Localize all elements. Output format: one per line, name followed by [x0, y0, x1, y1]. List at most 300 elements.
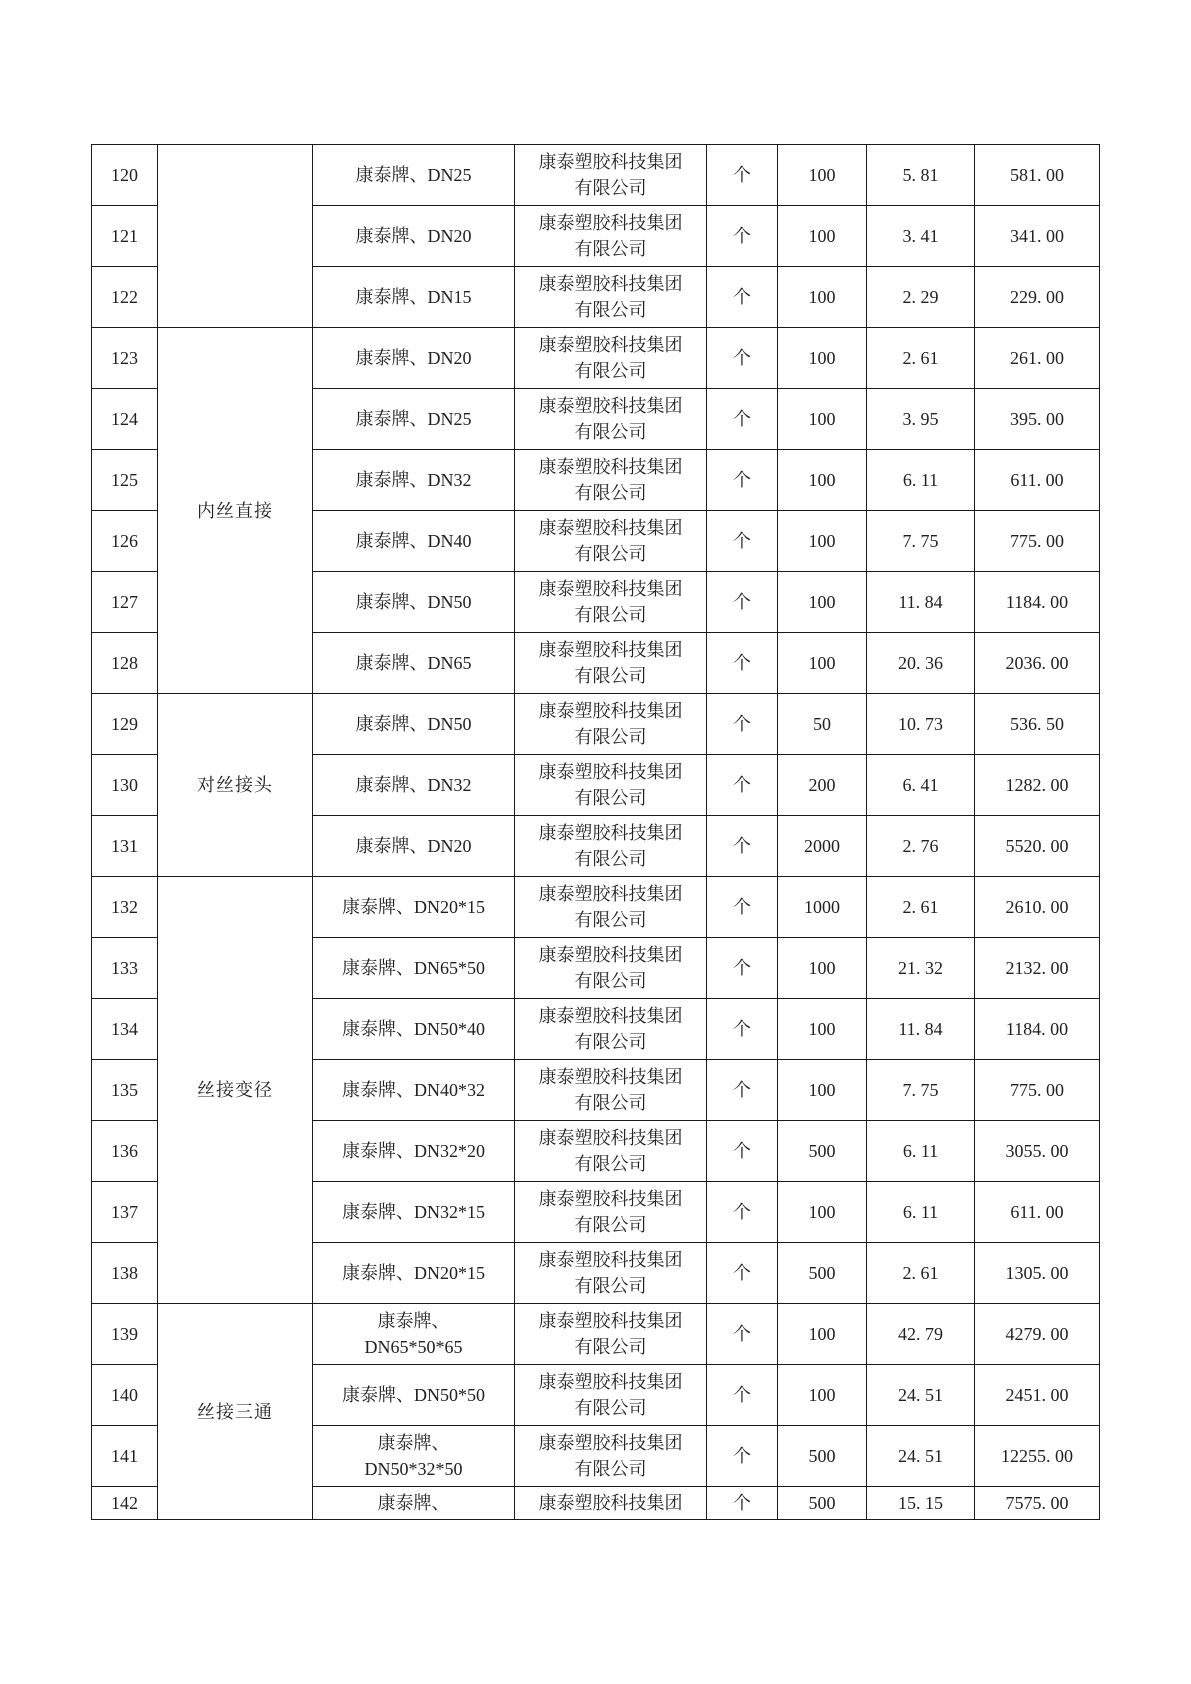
- company-cell: [515, 267, 707, 328]
- unit-price-cell: [867, 328, 975, 389]
- cell-text: 有限公司: [574, 483, 647, 503]
- cell-text: 2036. 00: [1005, 653, 1069, 673]
- cell-text: 康泰塑胶科技集团: [538, 152, 683, 172]
- cell-text: 康泰牌、DN25: [355, 409, 472, 429]
- cell-text: 100: [808, 226, 836, 246]
- quantity-cell: [778, 206, 867, 267]
- cell-text: 康泰塑胶科技集团: [538, 640, 683, 660]
- cell-text: 11. 84: [898, 1019, 943, 1039]
- total-cell: [975, 328, 1100, 389]
- cell-text: 康泰牌、DN32*15: [342, 1202, 485, 1222]
- cell-text: 100: [808, 531, 836, 551]
- cell-text: 有限公司: [574, 1215, 647, 1235]
- total-cell: [975, 572, 1100, 633]
- cell-text: 100: [808, 1019, 836, 1039]
- unit-cell: [707, 816, 778, 877]
- unit-cell: [707, 877, 778, 938]
- total-cell: [975, 267, 1100, 328]
- cell-text: DN50*32*50: [364, 1459, 463, 1479]
- unit-price-cell: [867, 1243, 975, 1304]
- row-number-cell: [92, 633, 158, 694]
- cell-text: 137: [111, 1202, 138, 1222]
- row-number-cell: [92, 1426, 158, 1487]
- total-cell: [975, 1182, 1100, 1243]
- row-number-cell: [92, 267, 158, 328]
- cell-text: 个: [733, 531, 751, 551]
- cell-text: 有限公司: [574, 361, 647, 381]
- total-cell: [975, 694, 1100, 755]
- quantity-cell: [778, 1365, 867, 1426]
- cell-text: 康泰牌、: [377, 1311, 450, 1331]
- company-cell: [515, 1487, 707, 1520]
- cell-text: 康泰塑胶科技集团: [538, 884, 683, 904]
- unit-price-cell: [867, 1121, 975, 1182]
- cell-text: 2. 61: [902, 348, 939, 368]
- table-row: [92, 694, 1100, 755]
- cell-text: 有限公司: [574, 788, 647, 808]
- spec-cell: [313, 511, 515, 572]
- cell-text: 康泰牌、DN32: [355, 775, 472, 795]
- spec-cell: [313, 572, 515, 633]
- cell-text: 康泰塑胶科技集团: [538, 1372, 683, 1392]
- cell-text: 个: [733, 897, 751, 917]
- cell-text: 康泰塑胶科技集团: [538, 1433, 683, 1453]
- row-number-cell: [92, 1487, 158, 1520]
- unit-cell: [707, 1426, 778, 1487]
- cell-text: 139: [111, 1324, 138, 1344]
- cell-text: 395. 00: [1010, 409, 1064, 429]
- unit-cell: [707, 755, 778, 816]
- cell-text: 10. 73: [898, 714, 943, 734]
- company-cell: [515, 450, 707, 511]
- quantity-cell: [778, 999, 867, 1060]
- quantity-cell: [778, 1304, 867, 1365]
- cell-text: 有限公司: [574, 910, 647, 930]
- company-cell: [515, 1060, 707, 1121]
- cell-text: 康泰牌、DN50: [355, 592, 472, 612]
- unit-price-cell: [867, 999, 975, 1060]
- cell-text: 50: [813, 714, 831, 734]
- cell-text: 100: [808, 653, 836, 673]
- table-row: [92, 877, 1100, 938]
- table-body: [92, 145, 1100, 1520]
- total-cell: [975, 877, 1100, 938]
- cell-text: 120: [111, 165, 138, 185]
- unit-price-cell: [867, 1365, 975, 1426]
- quantity-cell: [778, 816, 867, 877]
- row-number-cell: [92, 755, 158, 816]
- cell-text: 500: [808, 1141, 836, 1161]
- unit-price-cell: [867, 938, 975, 999]
- cell-text: 1282. 00: [1005, 775, 1069, 795]
- cell-text: 131: [111, 836, 138, 856]
- quantity-cell: [778, 1487, 867, 1520]
- row-number-cell: [92, 511, 158, 572]
- cell-text: 有限公司: [574, 1459, 647, 1479]
- cell-text: 138: [111, 1263, 138, 1283]
- cell-text: 对丝接头: [197, 775, 273, 795]
- cell-text: 康泰牌、DN32*20: [342, 1141, 485, 1161]
- company-cell: [515, 572, 707, 633]
- unit-cell: [707, 1487, 778, 1520]
- cell-text: 个: [733, 1324, 751, 1344]
- cell-text: 个: [733, 836, 751, 856]
- cell-text: 100: [808, 592, 836, 612]
- row-number-cell: [92, 450, 158, 511]
- unit-price-cell: [867, 572, 975, 633]
- cell-text: 11. 84: [898, 592, 943, 612]
- row-number-cell: [92, 206, 158, 267]
- cell-text: 2132. 00: [1005, 958, 1069, 978]
- quantity-cell: [778, 267, 867, 328]
- quantity-cell: [778, 145, 867, 206]
- cell-text: 122: [111, 287, 138, 307]
- cell-text: 康泰塑胶科技集团: [538, 1067, 683, 1087]
- cell-text: 有限公司: [574, 422, 647, 442]
- spec-cell: [313, 999, 515, 1060]
- unit-cell: [707, 938, 778, 999]
- unit-cell: [707, 1365, 778, 1426]
- cell-text: 536. 50: [1010, 714, 1064, 734]
- cell-text: 7575. 00: [1005, 1493, 1069, 1513]
- row-number-cell: [92, 389, 158, 450]
- cell-text: 康泰塑胶科技集团: [538, 335, 683, 355]
- company-cell: [515, 999, 707, 1060]
- cell-text: 康泰牌、: [377, 1493, 450, 1513]
- cell-text: 135: [111, 1080, 138, 1100]
- price-table: [91, 144, 1100, 1520]
- cell-text: 丝接三通: [197, 1401, 273, 1422]
- spec-cell: [313, 1426, 515, 1487]
- company-cell: [515, 389, 707, 450]
- cell-text: 个: [733, 470, 751, 490]
- unit-cell: [707, 1121, 778, 1182]
- quantity-cell: [778, 938, 867, 999]
- unit-price-cell: [867, 511, 975, 572]
- cell-text: 24. 51: [898, 1385, 943, 1405]
- cell-text: 康泰牌、DN20: [355, 348, 472, 368]
- spec-cell: [313, 1182, 515, 1243]
- company-cell: [515, 938, 707, 999]
- table-row: [92, 328, 1100, 389]
- cell-text: 42. 79: [898, 1324, 943, 1344]
- cell-text: 581. 00: [1010, 165, 1064, 185]
- total-cell: [975, 145, 1100, 206]
- cell-text: 100: [808, 1385, 836, 1405]
- cell-text: 康泰牌、DN65: [355, 653, 472, 673]
- unit-price-cell: [867, 1182, 975, 1243]
- cell-text: 康泰塑胶科技集团: [538, 1128, 683, 1148]
- cell-text: 康泰牌、DN20: [355, 226, 472, 246]
- cell-text: 12255. 00: [1001, 1446, 1073, 1466]
- category-cell: [158, 877, 313, 1304]
- spec-cell: [313, 694, 515, 755]
- quantity-cell: [778, 1243, 867, 1304]
- quantity-cell: [778, 877, 867, 938]
- cell-text: 125: [111, 470, 138, 490]
- unit-cell: [707, 999, 778, 1060]
- cell-text: 有限公司: [574, 849, 647, 869]
- total-cell: [975, 1426, 1100, 1487]
- row-number-cell: [92, 1182, 158, 1243]
- cell-text: 康泰牌、DN65*50: [342, 958, 485, 978]
- spec-cell: [313, 145, 515, 206]
- row-number-cell: [92, 1365, 158, 1426]
- cell-text: 1184. 00: [1005, 1019, 1069, 1039]
- unit-cell: [707, 328, 778, 389]
- company-cell: [515, 877, 707, 938]
- cell-text: 康泰牌、DN50: [355, 714, 472, 734]
- row-number-cell: [92, 938, 158, 999]
- cell-text: 134: [111, 1019, 138, 1039]
- company-cell: [515, 694, 707, 755]
- unit-price-cell: [867, 206, 975, 267]
- total-cell: [975, 1060, 1100, 1121]
- cell-text: 有限公司: [574, 1337, 647, 1357]
- unit-price-cell: [867, 1487, 975, 1520]
- spec-cell: [313, 877, 515, 938]
- row-number-cell: [92, 694, 158, 755]
- cell-text: 有限公司: [574, 178, 647, 198]
- spec-cell: [313, 755, 515, 816]
- cell-text: 康泰牌、DN32: [355, 470, 472, 490]
- company-cell: [515, 755, 707, 816]
- cell-text: 康泰牌、DN25: [355, 165, 472, 185]
- cell-text: 康泰塑胶科技集团: [538, 1250, 683, 1270]
- cell-text: 康泰塑胶科技集团: [538, 701, 683, 721]
- unit-cell: [707, 145, 778, 206]
- quantity-cell: [778, 1426, 867, 1487]
- company-cell: [515, 1304, 707, 1365]
- total-cell: [975, 1121, 1100, 1182]
- cell-text: 100: [808, 470, 836, 490]
- cell-text: 775. 00: [1010, 1080, 1064, 1100]
- cell-text: 有限公司: [574, 239, 647, 259]
- quantity-cell: [778, 755, 867, 816]
- spec-cell: [313, 450, 515, 511]
- cell-text: 130: [111, 775, 138, 795]
- cell-text: 个: [733, 348, 751, 368]
- company-cell: [515, 1365, 707, 1426]
- cell-text: 3055. 00: [1005, 1141, 1069, 1161]
- cell-text: 5. 81: [902, 165, 939, 185]
- cell-text: 有限公司: [574, 605, 647, 625]
- cell-text: 丝接变径: [197, 1080, 273, 1100]
- spec-cell: [313, 816, 515, 877]
- cell-text: 有限公司: [574, 971, 647, 991]
- cell-text: 136: [111, 1141, 138, 1161]
- category-cell: [158, 145, 313, 328]
- unit-price-cell: [867, 1426, 975, 1487]
- unit-cell: [707, 633, 778, 694]
- cell-text: 124: [111, 409, 138, 429]
- row-number-cell: [92, 1304, 158, 1365]
- cell-text: 500: [808, 1446, 836, 1466]
- cell-text: 1184. 00: [1005, 592, 1069, 612]
- cell-text: 个: [733, 653, 751, 673]
- cell-text: 康泰牌、DN20*15: [342, 897, 485, 917]
- cell-text: 100: [808, 1080, 836, 1100]
- cell-text: 6. 11: [902, 1141, 939, 1161]
- cell-text: 有限公司: [574, 1398, 647, 1418]
- cell-text: 有限公司: [574, 1093, 647, 1113]
- total-cell: [975, 511, 1100, 572]
- cell-text: 康泰牌、DN15: [355, 287, 472, 307]
- cell-text: 个: [733, 958, 751, 978]
- spec-cell: [313, 1304, 515, 1365]
- cell-text: 康泰牌、DN50*40: [342, 1019, 485, 1039]
- spec-cell: [313, 328, 515, 389]
- cell-text: 个: [733, 592, 751, 612]
- cell-text: 2. 29: [902, 287, 939, 307]
- cell-text: 2. 76: [902, 836, 939, 856]
- unit-price-cell: [867, 694, 975, 755]
- total-cell: [975, 755, 1100, 816]
- company-cell: [515, 206, 707, 267]
- unit-cell: [707, 572, 778, 633]
- category-cell: [158, 328, 313, 694]
- quantity-cell: [778, 389, 867, 450]
- cell-text: 20. 36: [898, 653, 943, 673]
- total-cell: [975, 1487, 1100, 1520]
- unit-price-cell: [867, 816, 975, 877]
- row-number-cell: [92, 145, 158, 206]
- cell-text: 775. 00: [1010, 531, 1064, 551]
- spec-cell: [313, 1487, 515, 1520]
- row-number-cell: [92, 877, 158, 938]
- cell-text: 100: [808, 1202, 836, 1222]
- cell-text: 21. 32: [898, 958, 943, 978]
- cell-text: 康泰塑胶科技集团: [538, 457, 683, 477]
- company-cell: [515, 328, 707, 389]
- unit-cell: [707, 1182, 778, 1243]
- cell-text: 个: [733, 1080, 751, 1100]
- spec-cell: [313, 1121, 515, 1182]
- spec-cell: [313, 1365, 515, 1426]
- cell-text: 200: [808, 775, 836, 795]
- spec-cell: [313, 938, 515, 999]
- total-cell: [975, 633, 1100, 694]
- category-cell: [158, 694, 313, 877]
- spec-cell: [313, 206, 515, 267]
- total-cell: [975, 938, 1100, 999]
- unit-cell: [707, 1304, 778, 1365]
- quantity-cell: [778, 511, 867, 572]
- row-number-cell: [92, 816, 158, 877]
- total-cell: [975, 206, 1100, 267]
- row-number-cell: [92, 1121, 158, 1182]
- unit-price-cell: [867, 267, 975, 328]
- cell-text: 康泰塑胶科技集团: [538, 1311, 683, 1331]
- cell-text: 个: [733, 775, 751, 795]
- cell-text: 有限公司: [574, 1276, 647, 1296]
- cell-text: 100: [808, 348, 836, 368]
- cell-text: 个: [733, 1141, 751, 1161]
- table-row: [92, 145, 1100, 206]
- cell-text: 132: [111, 897, 138, 917]
- cell-text: 康泰塑胶科技集团: [538, 1006, 683, 1026]
- company-cell: [515, 816, 707, 877]
- row-number-cell: [92, 572, 158, 633]
- cell-text: 15. 15: [898, 1493, 943, 1513]
- cell-text: 康泰塑胶科技集团: [538, 213, 683, 233]
- cell-text: 个: [733, 1446, 751, 1466]
- cell-text: 500: [808, 1493, 836, 1513]
- unit-price-cell: [867, 1304, 975, 1365]
- cell-text: 康泰牌、: [377, 1433, 450, 1453]
- cell-text: 康泰牌、DN40: [355, 531, 472, 551]
- company-cell: [515, 633, 707, 694]
- cell-text: 140: [111, 1385, 138, 1405]
- total-cell: [975, 999, 1100, 1060]
- spec-cell: [313, 633, 515, 694]
- cell-text: 123: [111, 348, 138, 368]
- total-cell: [975, 450, 1100, 511]
- cell-text: 康泰牌、DN50*50: [342, 1385, 485, 1405]
- cell-text: 康泰塑胶科技集团: [538, 518, 683, 538]
- cell-text: 341. 00: [1010, 226, 1064, 246]
- quantity-cell: [778, 694, 867, 755]
- cell-text: 141: [111, 1446, 138, 1466]
- cell-text: 100: [808, 958, 836, 978]
- unit-price-cell: [867, 450, 975, 511]
- cell-text: 24. 51: [898, 1446, 943, 1466]
- cell-text: 6. 11: [902, 1202, 939, 1222]
- cell-text: 有限公司: [574, 1032, 647, 1052]
- cell-text: 个: [733, 714, 751, 734]
- cell-text: 康泰牌、DN40*32: [342, 1080, 485, 1100]
- cell-text: 4279. 00: [1005, 1324, 1069, 1344]
- company-cell: [515, 1182, 707, 1243]
- cell-text: 5520. 00: [1005, 836, 1069, 856]
- cell-text: 康泰塑胶科技集团: [538, 1493, 683, 1513]
- spec-cell: [313, 267, 515, 328]
- unit-cell: [707, 267, 778, 328]
- cell-text: 有限公司: [574, 727, 647, 747]
- total-cell: [975, 1304, 1100, 1365]
- cell-text: 500: [808, 1263, 836, 1283]
- company-cell: [515, 511, 707, 572]
- cell-text: 康泰牌、DN20: [355, 836, 472, 856]
- cell-text: 个: [733, 1493, 751, 1513]
- category-cell: [158, 1304, 313, 1520]
- cell-text: 229. 00: [1010, 287, 1064, 307]
- unit-price-cell: [867, 145, 975, 206]
- cell-text: 康泰牌、DN20*15: [342, 1263, 485, 1283]
- spec-cell: [313, 389, 515, 450]
- company-cell: [515, 1243, 707, 1304]
- cell-text: 1305. 00: [1005, 1263, 1069, 1283]
- cell-text: 126: [111, 531, 138, 551]
- cell-text: 个: [733, 409, 751, 429]
- quantity-cell: [778, 328, 867, 389]
- company-cell: [515, 1426, 707, 1487]
- unit-price-cell: [867, 389, 975, 450]
- unit-cell: [707, 511, 778, 572]
- cell-text: 个: [733, 287, 751, 307]
- cell-text: 有限公司: [574, 666, 647, 686]
- cell-text: 康泰塑胶科技集团: [538, 1189, 683, 1209]
- cell-text: 129: [111, 714, 138, 734]
- row-number-cell: [92, 1060, 158, 1121]
- unit-price-cell: [867, 877, 975, 938]
- cell-text: 100: [808, 287, 836, 307]
- cell-text: 个: [733, 1202, 751, 1222]
- company-cell: [515, 145, 707, 206]
- spec-cell: [313, 1243, 515, 1304]
- cell-text: 1000: [804, 897, 840, 917]
- cell-text: 2. 61: [902, 1263, 939, 1283]
